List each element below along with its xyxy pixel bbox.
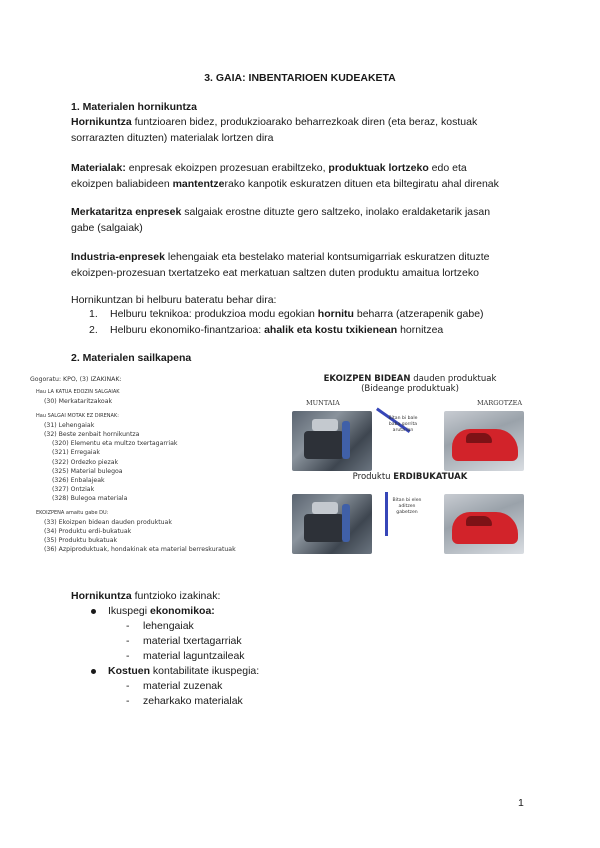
term-mantentze: mantentze (172, 178, 225, 190)
text: rako kanpotik eskuratzen dituen eta biltegiratu ahal direnak (224, 178, 499, 190)
list-item: (34) Produktu erdi-bukatuak (44, 528, 132, 536)
goal-item (89, 306, 549, 322)
term-hornikuntza: Hornikuntza (71, 590, 132, 602)
text: kontabilitate ikuspegia: (150, 665, 260, 677)
photo-note: Bitan bi bale baba gorrita aruta lan (388, 416, 418, 433)
goal-number: 1. (89, 308, 98, 320)
text: enpresak ekoizpen prozesuan erabiltzeko, (125, 162, 329, 174)
goal-bold: hornitu (317, 308, 354, 320)
text: lehengaiak (143, 620, 194, 632)
text: Helburu ekonomiko-finantzarioa: (110, 324, 265, 336)
list-header: Gogoratu: KPO, (3) IZAKINAK: (30, 376, 122, 383)
paragraph-helburuak: Hornikuntzan bi helburu bateratu behar dira: (71, 294, 277, 306)
bullet-icon (91, 669, 96, 674)
term-materialak: Materialak: (71, 162, 126, 174)
functional-classification (71, 589, 531, 709)
text: gabe (salgaiak) (71, 222, 143, 234)
text: Helburu teknikoa: produkzioa modu egokian (110, 308, 318, 320)
intro-line (71, 589, 531, 604)
page-number: 1 (518, 797, 524, 809)
text: funtzioaren bidez, produkzioarako beharrezkoak diren (eta beraz, kostuak (131, 116, 478, 128)
classification-figure (30, 370, 530, 570)
paragraph-merkataritza (71, 204, 531, 236)
sub-item: - zeharkako materialak (126, 695, 243, 707)
term-hornikuntza: Hornikuntza (71, 116, 132, 128)
list-subitem: (326) Enbalajeak (52, 477, 105, 485)
bullet-bold: ekonomikoa: (150, 605, 215, 617)
classification-list (30, 375, 280, 555)
page-title: 3. GAIA: INBENTARIOEN KUDEAKETA (204, 72, 396, 84)
text: salgaiak erostne dituzte gero saltzeko, inolako eraldaketarik jasan (181, 206, 491, 218)
divider-bar-icon (385, 492, 388, 536)
term-produktuak: produktuak lortzeko (328, 162, 429, 174)
text: material zuzenak (143, 680, 223, 692)
goals-list (89, 306, 549, 338)
group-label: Hau LA KATUA EDOZIN SALGAIAK (36, 389, 120, 396)
goal-number: 2. (89, 324, 98, 336)
text: material laguntzaileak (143, 650, 245, 662)
list-subitem: (327) Ontziak (52, 486, 95, 494)
paragraph-materialak (71, 160, 531, 192)
caption-text: dauden produktuak (410, 374, 497, 384)
bullet-item (71, 604, 531, 619)
text: material txertagarriak (143, 635, 242, 647)
list-item: (31) Lehengaiak (44, 421, 95, 429)
label-margotzea: MARGOTZEA (477, 399, 523, 407)
list-subitem: (320) Elementu eta multzo txertagarriak (52, 440, 178, 448)
text: hornitzea (397, 324, 444, 336)
section-heading-sailkapena: 2. Materialen sailkapena (71, 352, 192, 364)
assembly-line-photo (292, 494, 372, 554)
goal-bold: ahalik eta kostu txikienean (264, 324, 398, 336)
painting-photo (444, 411, 524, 471)
term-industria: Industria-enpresek (71, 251, 165, 263)
text: Ikuspegi (108, 605, 151, 617)
sub-item: - material laguntzaileak (126, 650, 245, 662)
label-muntaia: MUNTAIA (306, 399, 340, 407)
list-subitem: (328) Bulegoa materiala (52, 495, 128, 503)
text: zeharkako materialak (143, 695, 243, 707)
sub-item: - material txertagarriak (126, 635, 242, 647)
paragraph-industria (71, 249, 531, 281)
text: beharra (atzerapenik gabe) (353, 308, 484, 320)
bullet-icon (91, 609, 96, 614)
text: sorrarazten dituzten) materialak lortzen dira (71, 132, 274, 144)
sub-item: - material zuzenak (126, 680, 223, 692)
list-subitem: (321) Erregaiak (52, 449, 100, 457)
list-item: (30) Merkataritzakoak (44, 398, 113, 406)
sub-item: - lehengaiak (126, 620, 194, 632)
text: ekoizpen-prozesuan txertatzeko eat merkatuan saltzen duten produktu amaitua lortzeko (71, 267, 479, 279)
assembly-line-photo (292, 411, 372, 471)
caption-bold: ERDIBUKATUAK (393, 472, 468, 482)
list-item: (32) Beste zenbait hornikuntza (44, 431, 140, 439)
text: edo eta (428, 162, 467, 174)
text: lehengaiak eta bestelako material kontsumigarriak eskuratzen dituzte (164, 251, 490, 263)
painting-photo (444, 494, 524, 554)
bullet-bold: Kostuen (108, 665, 150, 677)
list-item: (36) Azpiproduktuak, hondakinak eta material berreskuratuak (44, 546, 236, 554)
term-merkataritza: Merkataritza enpresek (71, 206, 182, 218)
figure-caption-erdibukatuak (290, 472, 530, 482)
caption-text: (Bideange produktuak) (361, 384, 459, 394)
text: ekoizpen baliabideen (71, 178, 173, 190)
text: funtzioko izakinak: (131, 590, 221, 602)
photo-note: Bitan bi elen aditzen gabetzen (392, 498, 422, 515)
list-item: (35) Produktu bukatuak (44, 537, 118, 545)
group-label: EKOIZPENA amaitu gabe DU: (36, 509, 109, 516)
group-label: Hau SALGAI MOTAK EZ DIRENAK: (36, 412, 119, 419)
caption-text: Produktu (352, 472, 394, 482)
figure-caption-bidean (290, 374, 530, 394)
bullet-item (71, 664, 531, 679)
goal-item (89, 322, 549, 338)
list-subitem: (325) Material bulegoa (52, 467, 123, 475)
list-item: (33) Ekoizpen bidean dauden produktuak (44, 518, 172, 526)
list-subitem: (322) Ordezko piezak (52, 458, 119, 466)
caption-bold: EKOIZPEN BIDEAN (323, 374, 411, 384)
paragraph-hornikuntza (71, 114, 531, 146)
section-heading-hornikuntza: 1. Materialen hornikuntza (71, 101, 198, 113)
